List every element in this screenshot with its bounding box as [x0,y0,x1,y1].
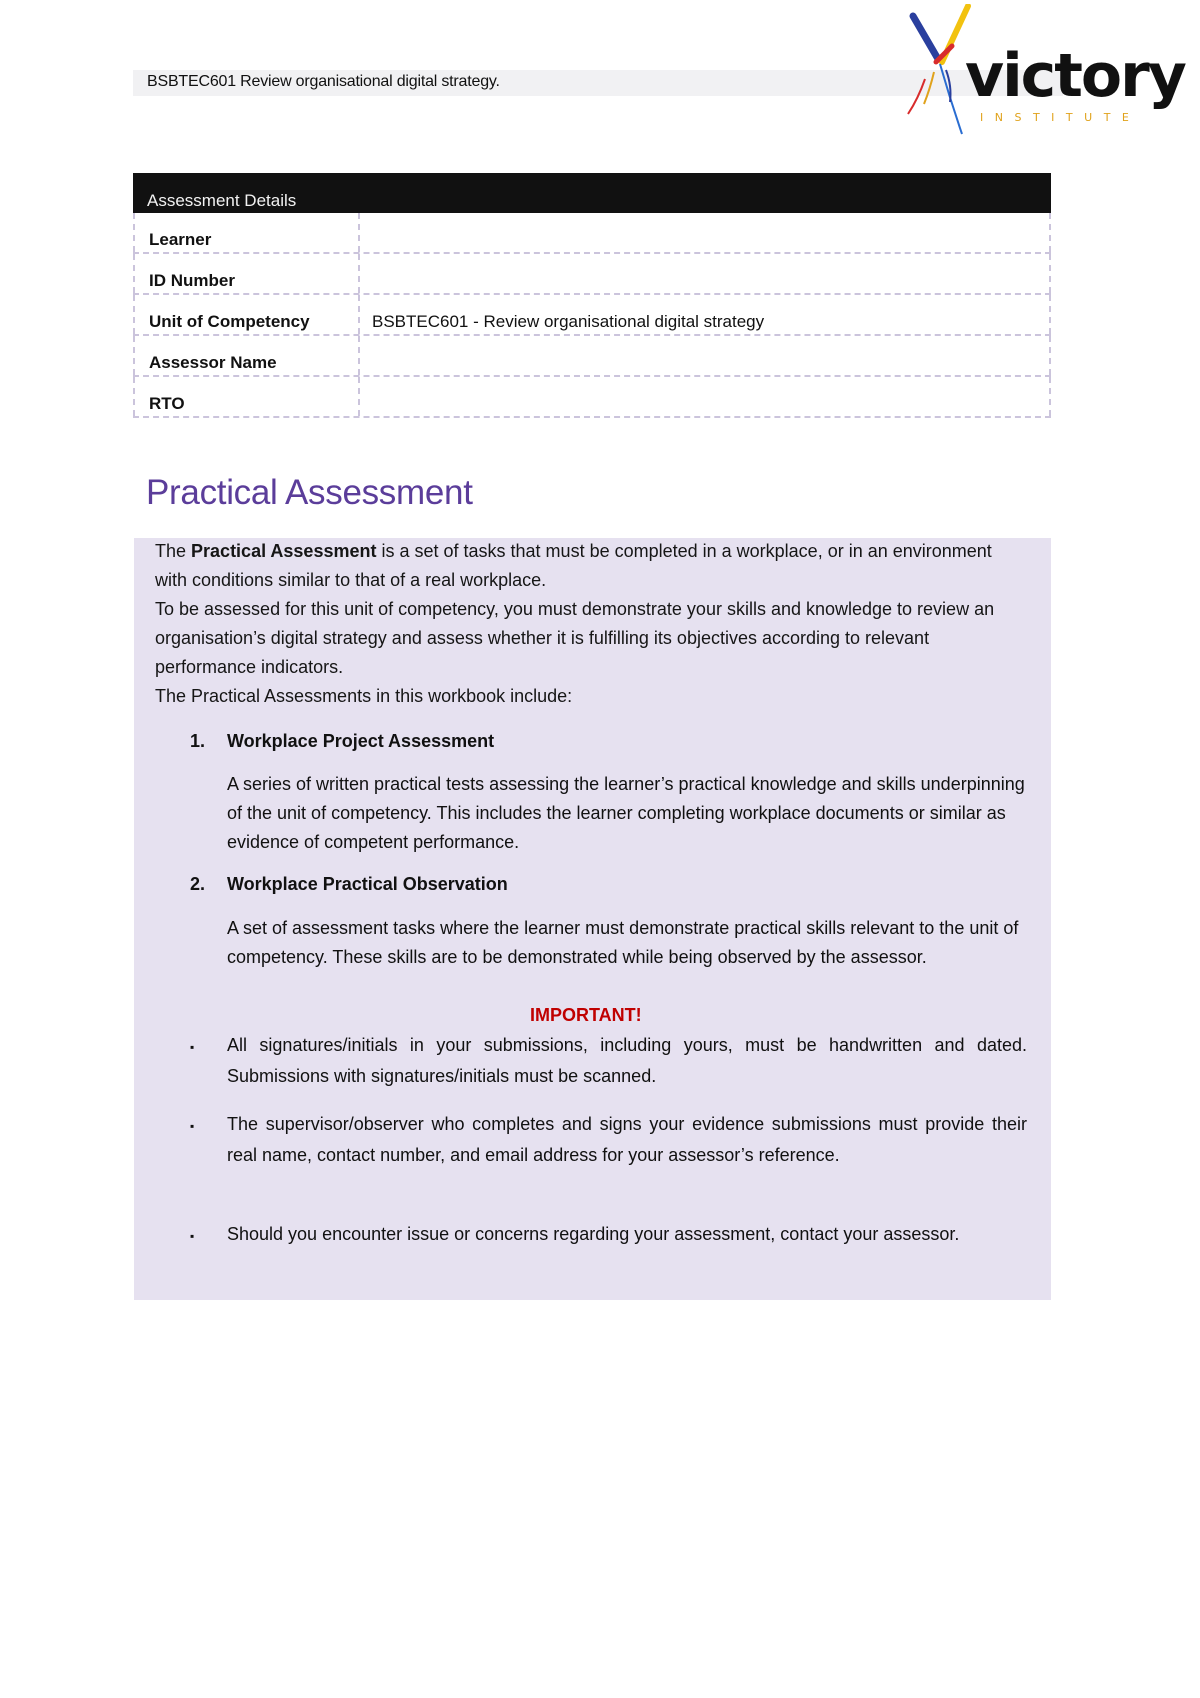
assessment-details-heading-text: Assessment Details [147,191,297,210]
logo-subtitle: INSTITUTE [980,111,1141,124]
learner-field[interactable] [360,213,1051,252]
list-item-body: A set of assessment tasks where the learner must demonstrate practical skills relevant to the unit of competency. These skills are to be demonstrated while being observed by the assessor. [227,918,1019,967]
row-label: RTO [133,377,360,416]
assessment-details-heading [133,173,1051,213]
header-title: BSBTEC601 Review organisational digital strategy. [147,73,500,90]
list-item-title: Workplace Project Assessment [227,731,495,751]
bullet-icon: ▪ [190,1229,195,1243]
page-title: Practical Assessment [146,473,473,512]
intro-prefix: The [155,541,192,561]
bullet-item: All signatures/initials in your submissions, including yours, must be handwritten and dated. Submissions with signatures/initials must be scanned. [227,1035,1027,1086]
list-number: 2. [190,874,206,894]
paragraph-3: The Practical Assessments in this workbook include: [155,686,573,706]
row-label: Learner [133,213,360,252]
assessment-details-table [133,173,1051,418]
table-row-rto [133,377,1051,418]
assessor-name-field[interactable] [360,336,1051,375]
row-label: ID Number [133,254,360,293]
row-label: Unit of Competency [133,295,360,334]
table-row-id-number [133,254,1051,295]
table-row-assessor [133,336,1051,377]
unit-of-competency-field[interactable]: BSBTEC601 - Review organisational digital strategy [360,295,1051,334]
bullet-item: The supervisor/observer who completes and signs your evidence submissions must provide their real name, contact number, and email address for your assessor’s reference. [227,1114,1027,1165]
intro-rest: is a set of tasks that must be completed in a workplace, or in an environment with conditions similar to that of a real workplace. [155,541,992,590]
paragraph-2: To be assessed for this unit of competency, you must demonstrate your skills and knowledge to review an organisation’s digital strategy and assess whether it is fulfilling its objectives according to relevant performance indicators. [155,599,995,677]
bullet-item: Should you encounter issue or concerns regarding your assessment, contact your assessor. [227,1224,960,1244]
important-heading: IMPORTANT! [530,1005,642,1025]
bullet-icon: ▪ [190,1119,195,1133]
bullet-icon: ▪ [190,1040,195,1054]
logo-wordmark: victory [965,41,1185,111]
intro-paragraph [155,537,1025,595]
list-item-title: Workplace Practical Observation [227,874,508,894]
list-item-body: A series of written practical tests assessing the learner’s practical knowledge and skills underpinning of the unit of competency. This includes the learner completing workplace documents or similar as evidence of competent performance. [227,774,1025,852]
row-label: Assessor Name [133,336,360,375]
table-row-learner [133,213,1051,254]
intro-bold: Practical Assessment [191,541,377,561]
table-row-unit [133,295,1051,336]
id-number-field[interactable] [360,254,1051,293]
list-number: 1. [190,731,206,751]
rto-field[interactable] [360,377,1051,416]
victory-institute-logo [880,4,1185,144]
